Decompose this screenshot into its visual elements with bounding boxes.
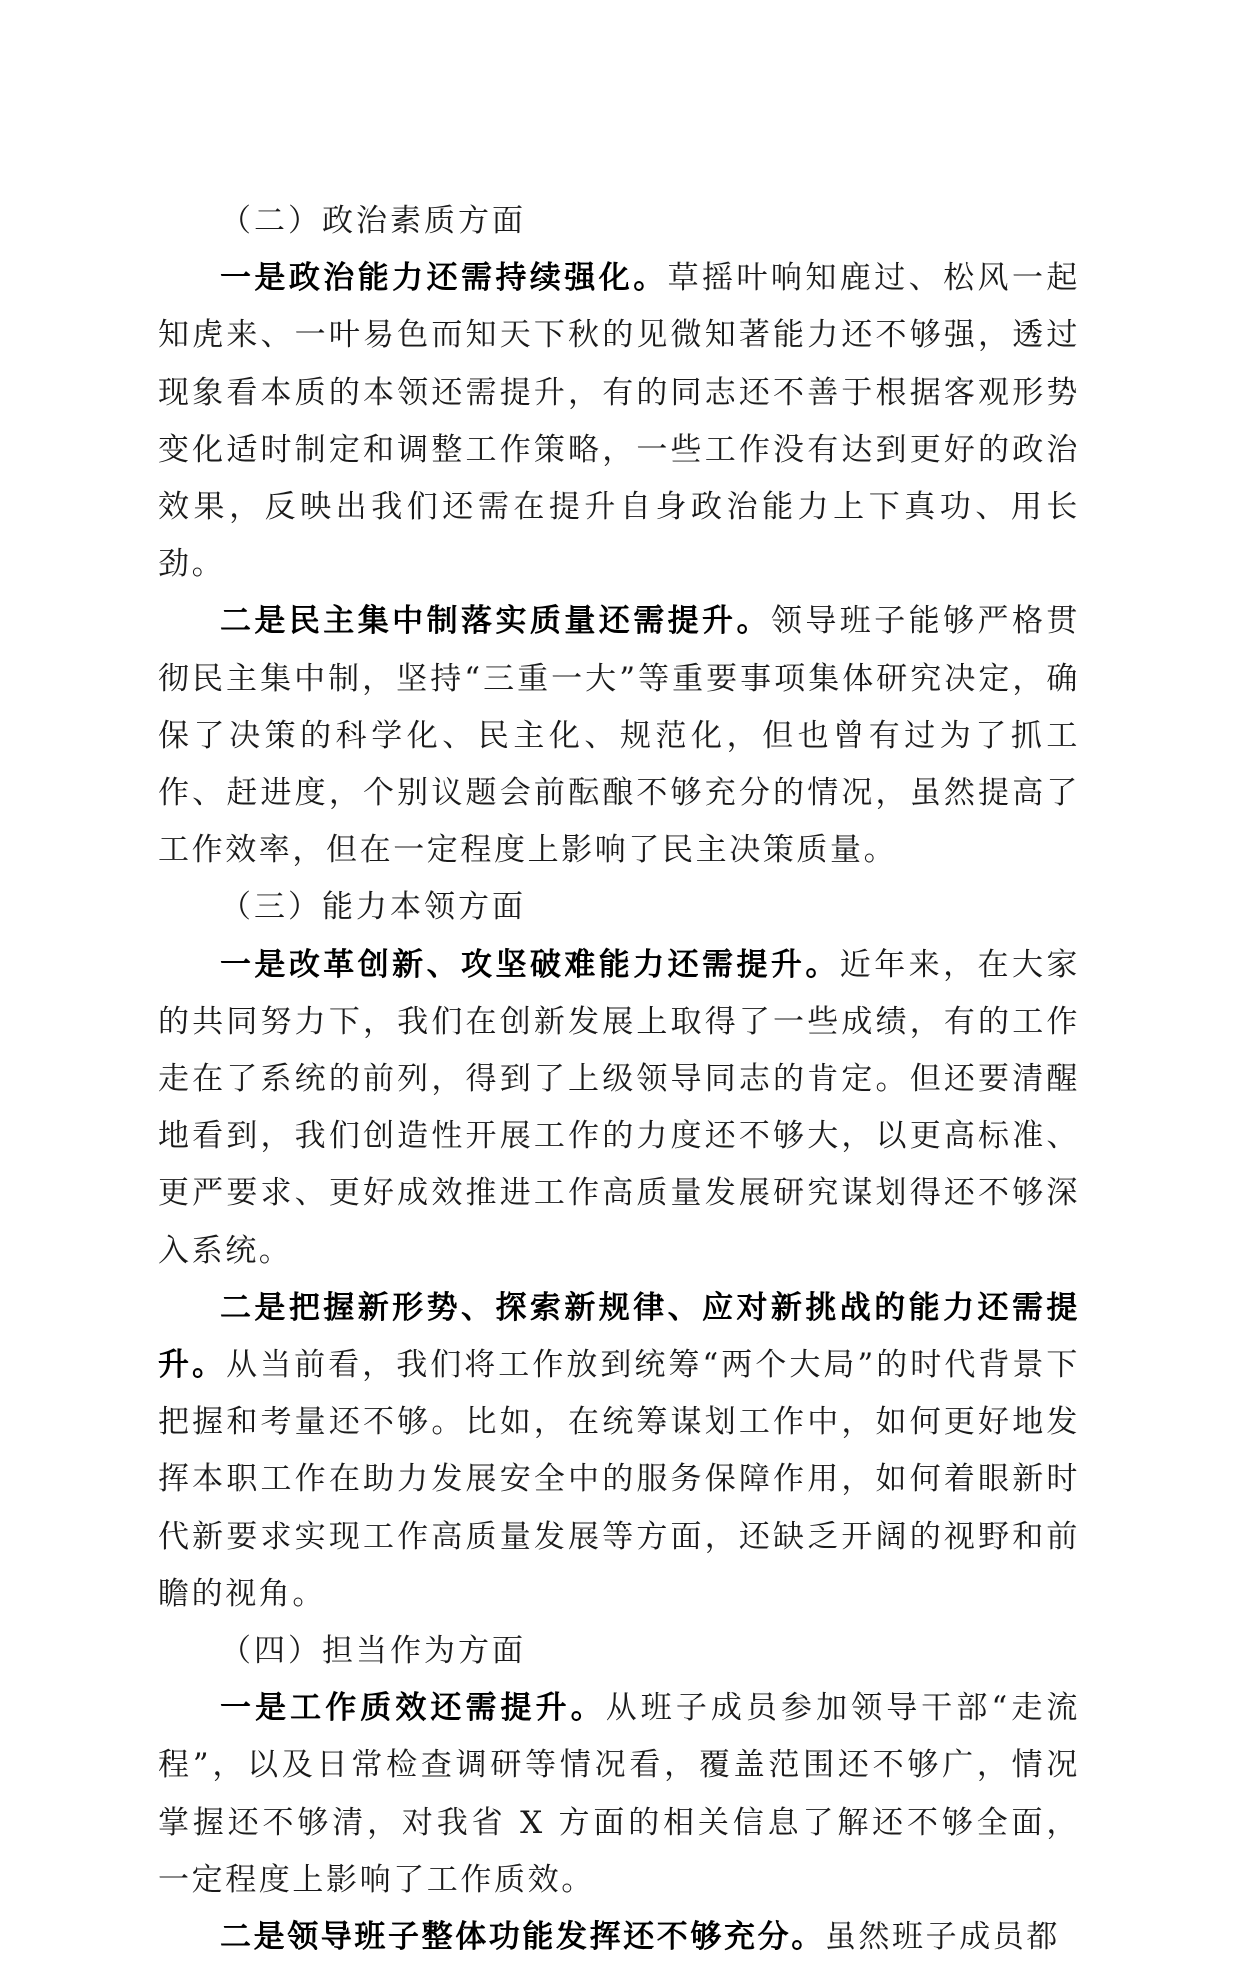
paragraph-body: 从班子成员参加领导干部“走流程”，以及日常检查调研等情况看，覆盖范围还不够广，情况掌握还不够清，对我省 X 方面的相关信息了解还不够全面，一定程度上影响了工作质效。 <box>158 1690 1080 1898</box>
paragraph-team-function <box>158 1909 1080 1966</box>
paragraph-body: 从当前看，我们将工作放到统筹“两个大局”的时代背景下把握和考量还不够。比如，在统筹谋划工作中，如何更好地发挥本职工作在助力发展安全中的服务保障作用，如何着眼新时代新要求实现工作高质量发展等方面，还缺乏开阔的视野和前瞻的视角。 <box>158 1347 1081 1612</box>
paragraph-reform-innovation <box>158 937 1080 1280</box>
paragraph-lead: 二是领导班子整体功能发挥还不够充分。 <box>220 1919 825 1956</box>
paragraph-lead: 二是把握新形势、探索新规律、应对新挑战的能力还需提升。 <box>158 1289 1080 1384</box>
paragraph-body: 领导班子能够严格贯彻民主集中制，坚持“三重一大”等重要事项集体研究决定，确保了决策的科学化、民主化、规范化，但也曾有过为了抓工作、赶进度，个别议题会前酝酿不够充分的情况，虽然提高了工作效率，但在一定程度上影响了民主决策质量。 <box>158 603 1080 869</box>
paragraph-lead: 一是工作质效还需提升。 <box>220 1690 606 1727</box>
section-heading-responsibility: （四）担当作为方面 <box>220 1633 526 1670</box>
paragraph-political-ability <box>158 250 1080 593</box>
section-heading-ability: （三）能力本领方面 <box>220 889 526 926</box>
paragraph-lead: 一是改革创新、攻坚破难能力还需提升。 <box>220 946 840 983</box>
paragraph-body: 近年来，在大家的共同努力下，我们在创新发展上取得了一些成绩，有的工作走在了系统的前列，得到了上级领导同志的肯定。但还要清醒地看到，我们创造性开展工作的力度还不够大，以更高标准、更严要求、更好成效推进工作高质量发展研究谋划得还不够深入系统。 <box>158 946 1080 1269</box>
document-page <box>158 193 1080 1966</box>
section-heading-political-quality: （二）政治素质方面 <box>220 203 526 239</box>
paragraph-lead: 二是民主集中制落实质量还需提升。 <box>220 603 771 640</box>
paragraph-democratic-centralism <box>158 593 1080 879</box>
paragraph-body: 虽然班子成员都 <box>824 1919 1061 1956</box>
paragraph-lead: 一是政治能力还需持续强化。 <box>220 260 668 297</box>
paragraph-new-situation <box>158 1280 1080 1623</box>
paragraph-body: 草摇叶响知鹿过、松风一起知虎来、一叶易色而知天下秋的见微知著能力还不够强，透过现象看本质的本领还需提升，有的同志还不善于根据客观形势变化适时制定和调整工作策略，一些工作没有达到更好的政治效果，反映出我们还需在提升自身政治能力上下真功、用长劲。 <box>158 260 1080 583</box>
paragraph-work-effectiveness <box>158 1680 1080 1909</box>
